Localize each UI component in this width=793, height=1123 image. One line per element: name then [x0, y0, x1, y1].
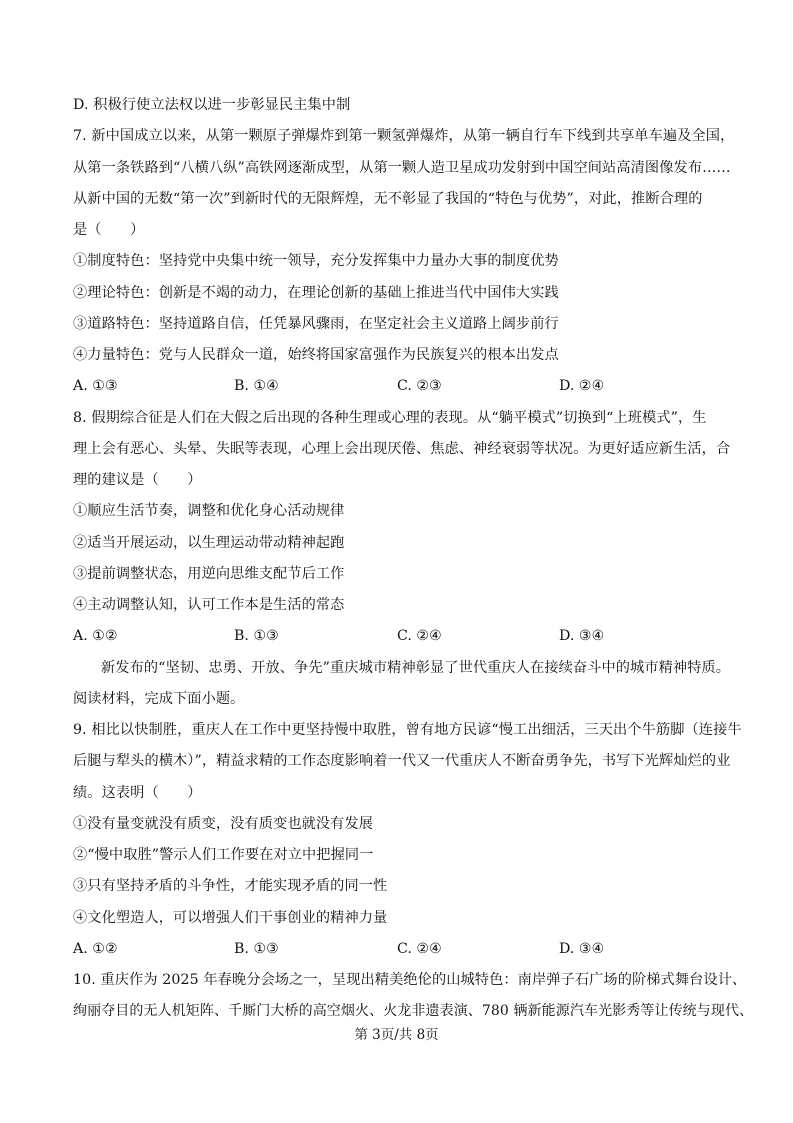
- q7-item-3: ③道路特色：坚持道路自信，任凭暴风骤雨，在坚定社会主义道路上阔步前行: [73, 316, 559, 332]
- q10-stem-line-2: 绚丽夺目的无人机矩阵、千厮门大桥的高空烟火、火龙非遗表演、780 辆新能源汽车光影秀等让传统与现代、: [73, 1003, 754, 1019]
- q8-stem-line-1: 8. 假期综合征是人们在大假之后出现的各种生理或心理的表现。从“躺平模式”切换到“上班模式”，生: [73, 410, 707, 426]
- q8-option-b: B. ①③: [234, 628, 279, 644]
- q9-item-3: ③只有坚持矛盾的斗争性，才能实现矛盾的同一性: [73, 878, 388, 894]
- q8-item-2: ②适当开展运动，以生理运动带动精神起跑: [73, 535, 345, 551]
- q7-stem-line-3: 从新中国的无数“第一次”到新时代的无限辉煌，无不彰显了我国的“特色与优势”，对此，推断合理的: [73, 191, 703, 207]
- q7-option-d: D. ②④: [559, 378, 605, 394]
- q7-item-4: ④力量特色：党与人民群众一道，始终将国家富强作为民族复兴的根本出发点: [73, 347, 559, 363]
- q9-item-4: ④文化塑造人，可以增强人们干事创业的精神力量: [73, 910, 388, 926]
- material-line-2: 阅读材料，完成下面小题。: [73, 691, 245, 707]
- q8-stem-line-2: 理上会有恶心、头晕、失眠等表现，心理上会出现厌倦、焦虑、神经衰弱等状况。为更好适应新生活，合: [73, 441, 731, 457]
- q7-stem-line-1: 7. 新中国成立以来，从第一颗原子弹爆炸到第一颗氢弹爆炸，从第一辆自行车下线到共享单车遍及全国，: [73, 128, 735, 144]
- q8-item-1: ①顺应生活节奏，调整和优化身心活动规律: [73, 503, 345, 519]
- q9-option-a: A. ①②: [73, 941, 118, 957]
- q8-option-c: C. ②④: [397, 628, 442, 644]
- q8-item-4: ④主动调整认知，认可工作本是生活的常态: [73, 597, 345, 613]
- q7-option-b: B. ①④: [234, 378, 279, 394]
- q7-item-2: ②理论特色：创新是不竭的动力，在理论创新的基础上推进当代中国伟大实践: [73, 285, 559, 301]
- q9-item-2: ②“慢中取胜”警示人们工作要在对立中把握同一: [73, 847, 374, 863]
- q7-option-c: C. ②③: [397, 378, 442, 394]
- q9-stem-line-2: 后腿与犁头的横木）”，精益求精的工作态度影响着一代又一代重庆人不断奋勇争先，书写下光辉灿烂的业: [73, 753, 731, 769]
- q9-option-b: B. ①③: [234, 941, 279, 957]
- q9-option-d: D. ③④: [559, 941, 605, 957]
- q8-option-a: A. ①②: [73, 628, 118, 644]
- q7-stem-line-2: 从第一条铁路到“八横八纵”高铁网逐渐成型，从第一颗人造卫星成功发射到中国空间站高清图像发布……: [73, 160, 731, 176]
- page-footer: 第 3页/共 8页: [354, 1027, 439, 1043]
- q6-option-d: D. 积极行使立法权以进一步彰显民主集中制: [73, 97, 351, 113]
- q7-item-1: ①制度特色：坚持党中央集中统一领导，充分发挥集中力量办大事的制度优势: [73, 253, 559, 269]
- q9-item-1: ①没有量变就没有质变，没有质变也就没有发展: [73, 816, 374, 832]
- q10-stem-line-1: 10. 重庆作为 2025 年春晚分会场之一，呈现出精美绝伦的山城特色：南岸弹子石广场的阶梯式舞台设计、: [73, 972, 747, 988]
- q9-stem-line-1: 9. 相比以快制胜，重庆人在工作中更坚持慢中取胜，曾有地方民谚“慢工出细活，三天出个牛筋脚（连接牛: [73, 722, 742, 738]
- q7-option-a: A. ①③: [73, 378, 118, 394]
- q9-stem-line-3: 绩。这表明（ ）: [73, 785, 202, 801]
- q8-option-d: D. ③④: [559, 628, 605, 644]
- material-line-1: 新发布的“坚韧、忠勇、开放、争先”重庆城市精神彰显了世代重庆人在接续奋斗中的城市精神特质。: [101, 660, 731, 676]
- q8-item-3: ③提前调整状态，用逆向思维支配节后工作: [73, 566, 345, 582]
- q9-option-c: C. ②④: [397, 941, 442, 957]
- q7-stem-line-4: 是（ ）: [73, 222, 145, 238]
- q8-stem-line-3: 理的建议是（ ）: [73, 472, 202, 488]
